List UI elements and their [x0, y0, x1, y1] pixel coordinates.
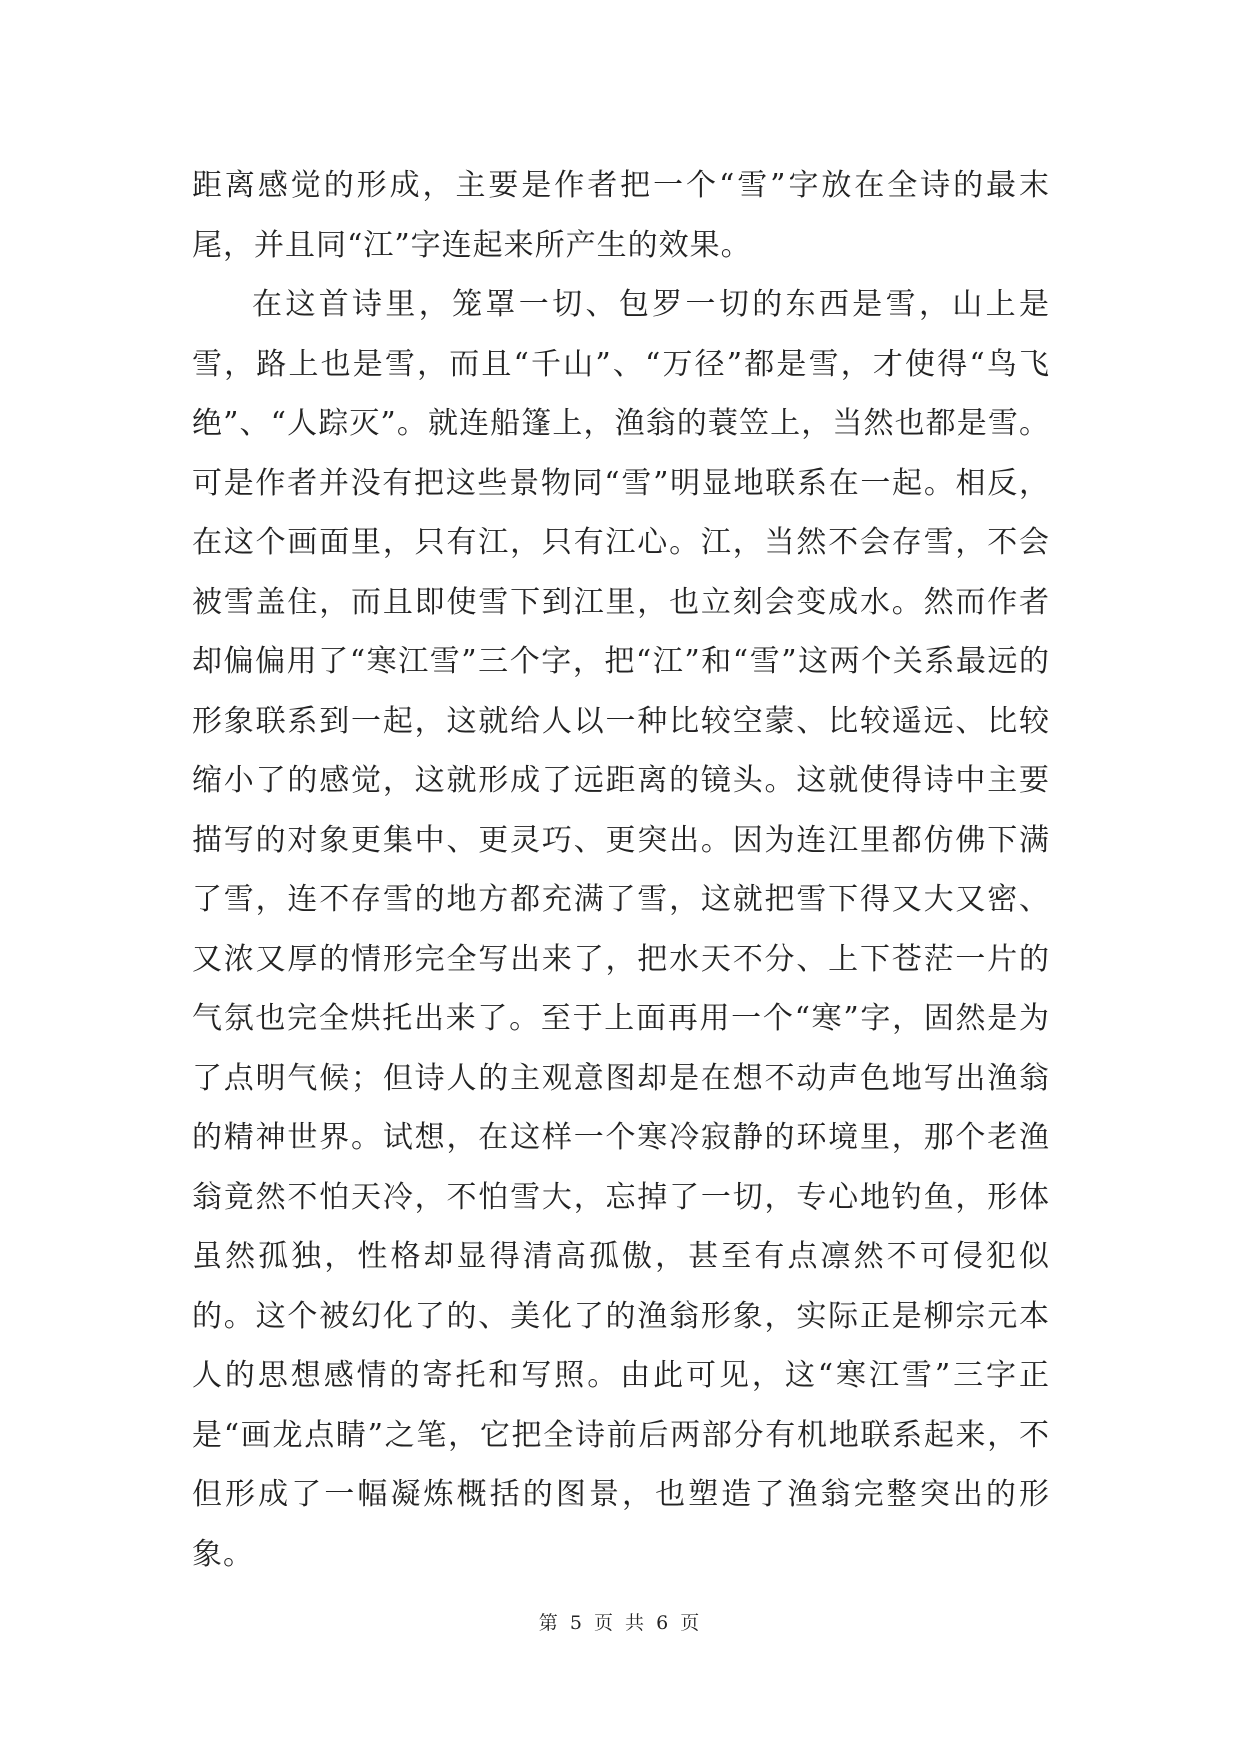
document-body [192, 156, 1050, 1584]
current-page-number: 5 [569, 1612, 585, 1634]
paragraph-main: 在这首诗里，笼罩一切、包罗一切的东西是雪，山上是雪，路上也是雪，而且“千山”、“万径”都是雪，才使得“鸟飞绝”、“人踪灭”。就连船篷上，渔翁的蓑笠上，当然也都是雪。可是作者并没有把这些景物同“雪”明显地联系在一起。相反，在这个画面里，只有江，只有江心。江，当然不会存雪，不会被雪盖住，而且即使雪下到江里，也立刻会变成水。然而作者却偏偏用了“寒江雪”三个字，把“江”和“雪”这两个关系最远的形象联系到一起，这就给人以一种比较空蒙、比较遥远、比较缩小了的感觉，这就形成了远距离的镜头。这就使得诗中主要描写的对象更集中、更灵巧、更突出。因为连江里都仿佛下满了雪，连不存雪的地方都充满了雪，这就把雪下得又大又密、又浓又厚的情形完全写出来了，把水天不分、上下苍茫一片的气氛也完全烘托出来了。至于上面再用一个“寒”字，固然是为了点明气候；但诗人的主观意图却是在想不动声色地写出渔翁的精神世界。试想，在这样一个寒冷寂静的环境里，那个老渔翁竟然不怕天冷，不怕雪大，忘掉了一切，专心地钓鱼，形体虽然孤独，性格却显得清高孤傲，甚至有点凛然不可侵犯似的。这个被幻化了的、美化了的渔翁形象，实际正是柳宗元本人的思想感情的寄托和写照。由此可见，这“寒江雪”三字正是“画龙点睛”之笔，它把全诗前后两部分有机地联系起来，不但形成了一幅凝炼概括的图景，也塑造了渔翁完整突出的形象。 [192, 287, 1050, 1572]
footer-suffix: 页 [680, 1612, 703, 1634]
paragraph-continuation: 距离感觉的形成，主要是作者把一个“雪”字放在全诗的最末尾，并且同“江”字连起来所产生的效果。 [192, 168, 1050, 263]
footer-prefix: 第 [538, 1612, 561, 1634]
total-page-count: 6 [656, 1612, 672, 1634]
page-footer [0, 1608, 1241, 1635]
footer-middle: 页 共 [593, 1612, 648, 1634]
